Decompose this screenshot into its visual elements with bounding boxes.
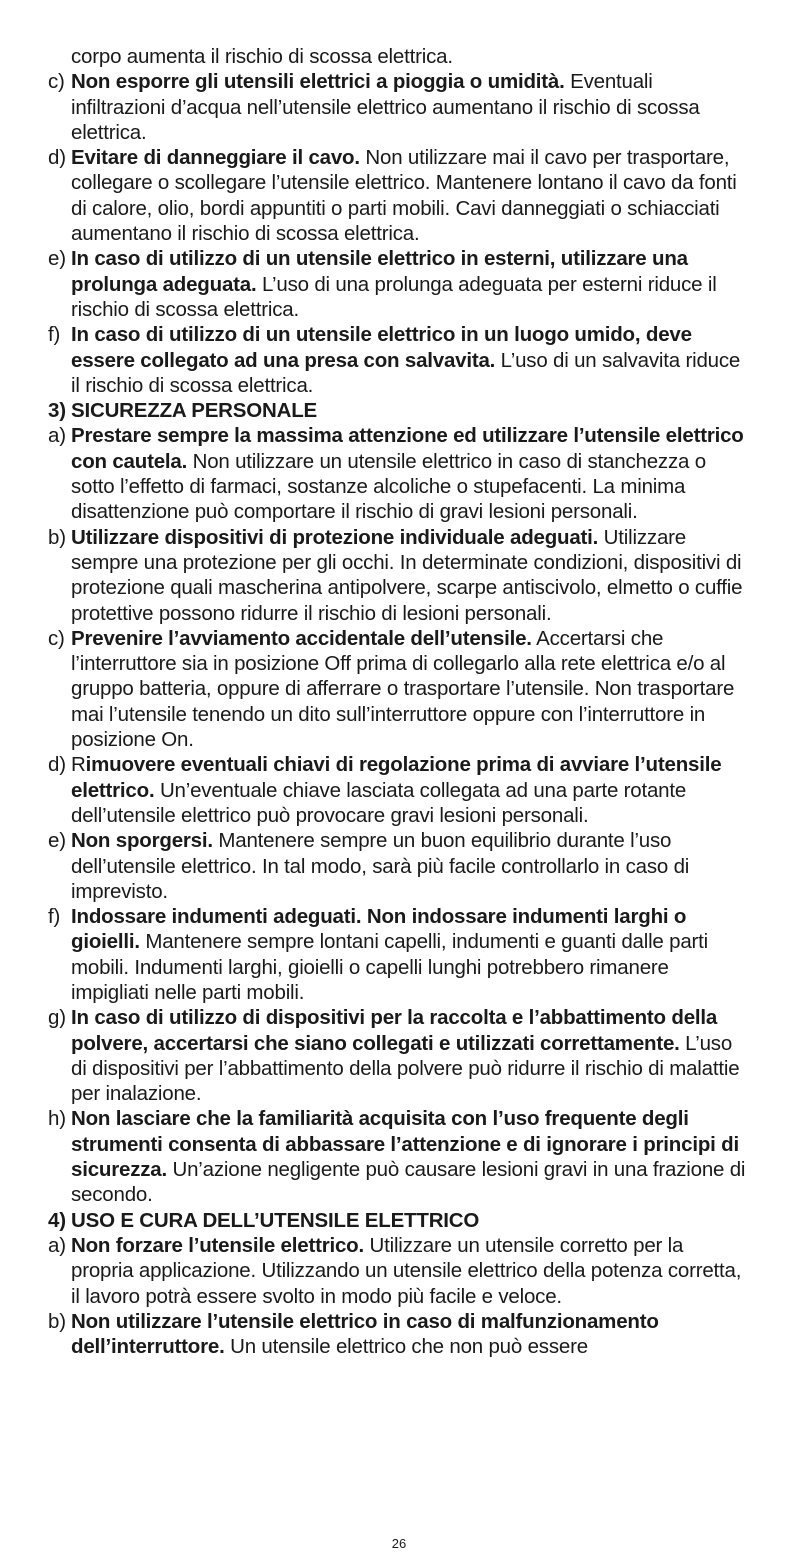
- page-number: 26: [391, 1536, 407, 1551]
- item-text: Un’azione negligente può causare lesioni gravi in una frazione di secondo.: [71, 1158, 746, 1207]
- item-lead: R: [71, 753, 86, 777]
- item-heading: Utilizzare dispositivi di protezione individuale adeguati.: [71, 525, 599, 549]
- section-heading-personal-safety: [48, 398, 748, 423]
- list-item-a-attention: [48, 423, 748, 524]
- item-label: c): [48, 70, 65, 94]
- list-item-g-dust: [48, 1005, 748, 1106]
- item-heading: In caso di utilizzo di un utensile elettrico in un luogo umido, deve essere collegato ad una presa con salvavita.: [71, 323, 692, 372]
- item-heading: Non forzare l’utensile elettrico.: [71, 1233, 364, 1257]
- item-heading: In caso di utilizzo di dispositivi per la raccolta e l’abbattimento della polvere, accertarsi che siano collegati e utilizzati correttamente.: [71, 1006, 718, 1055]
- item-text: Utilizzare un utensile corretto per la propria applicazione. Utilizzando un utensile elettrico della potenza corretta, il lavoro potrà essere svolto in modo più facile e veloce.: [71, 1233, 742, 1308]
- list-item-c-rain: [48, 69, 748, 145]
- list-item-d-cable: [48, 145, 748, 246]
- item-heading: Prevenire l’avviamento accidentale dell’utensile.: [71, 626, 532, 650]
- list-item-f-clothing: [48, 904, 748, 1005]
- item-label: b): [48, 525, 66, 549]
- paragraph-continuation: corpo aumenta il rischio di scossa elettrica.: [71, 45, 453, 68]
- item-label: c): [48, 626, 65, 650]
- item-text: Non utilizzare mai il cavo per trasportare, collegare o scollegare l’utensile elettrico. Mantenere lontano il cavo da fonti di calore, olio, bordi appuntiti o parti mobili. Cavi danneggiati o schiacciati aumentano il rischio di scossa elettrica.: [71, 146, 737, 246]
- item-text: Accertarsi che l’interruttore sia in posizione Off prima di collegarlo alla rete elettrica e/o al gruppo batteria, oppure di afferrare o trasportare l’utensile. Non trasportare mai l’utensile tenendo un dito sull’interruttore oppure con l’interruttore in posizione On.: [71, 626, 735, 752]
- item-label: a): [48, 1233, 66, 1257]
- list-item-c-startup: [48, 626, 748, 752]
- item-heading: Indossare indumenti adeguati. Non indossare indumenti larghi o gioielli.: [71, 905, 687, 954]
- list-item-d-keys: [48, 752, 748, 828]
- section-number: 4): [48, 1208, 66, 1232]
- list-item-f-damp: [48, 322, 748, 398]
- item-label: e): [48, 247, 66, 271]
- item-label: b): [48, 1309, 66, 1333]
- item-text: Un’eventuale chiave lasciata collegata ad una parte rotante dell’utensile elettrico può provocare gravi lesioni personali.: [71, 778, 687, 827]
- list-item-b-switch: [48, 1309, 748, 1360]
- list-item-h-familiarity: [48, 1106, 748, 1207]
- section-title: USO E CURA DELL’UTENSILE ELETTRICO: [71, 1208, 480, 1232]
- item-text: Eventuali infiltrazioni d’acqua nell’utensile elettrico aumentano il rischio di scossa elettrica.: [71, 70, 700, 144]
- item-text: L’uso di un salvavita riduce il rischio di scossa elettrica.: [71, 348, 741, 397]
- manual-page: [48, 44, 748, 1359]
- section-title: SICUREZZA PERSONALE: [71, 399, 318, 423]
- item-heading: Non esporre gli utensili elettrici a pioggia o umidità.: [71, 70, 565, 94]
- item-label: d): [48, 146, 66, 170]
- item-text: Non utilizzare un utensile elettrico in caso di stanchezza o sotto l’effetto di farmaci, sostanze alcoliche o stupefacenti. La minima disattenzione può comportare il rischio di gravi lesioni personali.: [71, 449, 706, 524]
- item-heading: Prestare sempre la massima attenzione ed utilizzare l’utensile elettrico con cautela.: [71, 424, 744, 473]
- item-heading: In caso di utilizzo di un utensile elettrico in esterni, utilizzare una prolunga adeguata.: [71, 247, 688, 296]
- item-heading: Evitare di danneggiare il cavo.: [71, 146, 360, 170]
- item-text: Mantenere sempre lontani capelli, indumenti e guanti dalle parti mobili. Indumenti larghi, gioielli o capelli lunghi potrebbero rimanere impigliati nelle parti mobili.: [71, 930, 709, 1004]
- item-heading: Non sporgersi.: [71, 829, 213, 853]
- section-number: 3): [48, 399, 66, 423]
- item-text: Utilizzare sempre una protezione per gli occhi. In determinate condizioni, dispositivi di protezione quali mascherina antipolvere, scarpe antiscivolo, elmetto o cuffie protettive possono ridurre il rischio di lesioni personali.: [71, 525, 743, 625]
- item-heading: imuovere eventuali chiavi di regolazione prima di avviare l’utensile elettrico.: [71, 753, 722, 802]
- list-item-e-outdoor: [48, 246, 748, 322]
- item-label: g): [48, 1006, 66, 1030]
- item-text: Mantenere sempre un buon equilibrio durante l’uso dell’utensile elettrico. In tal modo, sarà più facile controllarlo in caso di imprevisto.: [71, 829, 690, 903]
- item-label: e): [48, 829, 66, 853]
- item-text: L’uso di dispositivi per l’abbattimento della polvere può ridurre il rischio di malattie per inalazione.: [71, 1031, 740, 1106]
- item-heading: Non utilizzare l’utensile elettrico in caso di malfunzionamento dell’interruttore.: [71, 1309, 659, 1359]
- list-item-e-overreach: [48, 828, 748, 904]
- item-label: a): [48, 424, 66, 448]
- item-text: Un utensile elettrico che non può essere: [224, 1335, 588, 1359]
- item-label: f): [48, 323, 61, 347]
- item-text: L’uso di una prolunga adeguata per esterni riduce il rischio di scossa elettrica.: [71, 272, 717, 321]
- item-label: d): [48, 753, 66, 777]
- item-label: h): [48, 1107, 66, 1131]
- section-heading-tool-use: [48, 1208, 748, 1233]
- item-label: f): [48, 905, 61, 929]
- list-item-b-protection: [48, 525, 748, 626]
- item-heading: Non lasciare che la familiarità acquisita con l’uso frequente degli strumenti consenta di abbassare l’attenzione e di ignorare i principi di sicurezza.: [71, 1107, 739, 1182]
- list-item-a-force: [48, 1233, 748, 1309]
